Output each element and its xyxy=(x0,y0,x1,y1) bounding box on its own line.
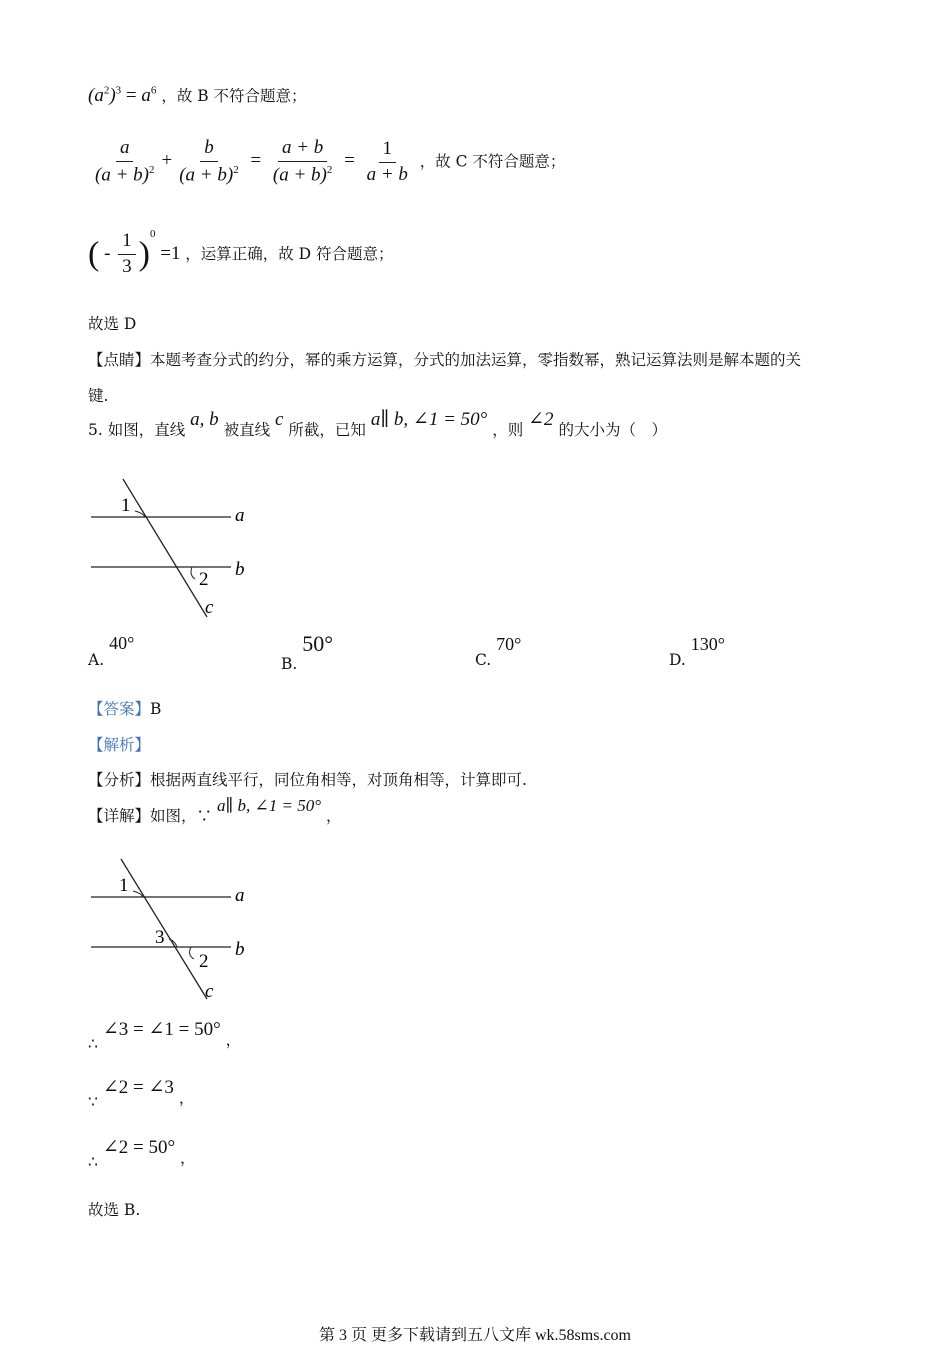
q5-prefix: 5. 如图，直线 xyxy=(88,421,186,439)
dianjing-line1: 【点睛】本题考查分式的约分，幂的乘方运算，分式的加法运算，零指数幂，熟记运算法则是解本题的关 xyxy=(88,351,802,369)
fig1-label-a: a xyxy=(235,505,245,526)
fig2-label-1: 1 xyxy=(119,875,129,896)
fig1-line-c xyxy=(123,479,207,617)
step-1-expr: ∠3 = ∠1 = 50° xyxy=(102,1019,221,1040)
option-a-letter: A. xyxy=(88,651,105,669)
q5-condition: a∥ b, ∠1 = 50° xyxy=(370,409,488,430)
option-d-line xyxy=(88,228,394,278)
step-2 xyxy=(88,1076,195,1111)
xiangjie-prefix: 【详解】如图，∵ xyxy=(88,807,213,825)
option-d xyxy=(669,634,725,669)
fig1-label-2: 2 xyxy=(199,569,209,590)
answer-label: 【答案】 xyxy=(88,700,151,718)
option-d-letter: D. xyxy=(669,651,686,669)
page-footer: 第 3 页 更多下载请到五八文库 wk.58sms.com xyxy=(318,1327,631,1344)
xiangjie-condition: a∥ b, ∠1 = 50° xyxy=(216,796,322,815)
q5-line-c: c xyxy=(275,409,284,430)
option-c-value: 70° xyxy=(496,634,522,654)
q5-mid2: 所截，已知 xyxy=(288,421,366,439)
option-b-formula: $(a^2)^3 = a^6$ xyxy=(88,84,157,106)
xiangjie-line xyxy=(88,796,342,826)
step-2-symbol: ∵ xyxy=(88,1093,98,1111)
fig1-label-b: b xyxy=(235,559,245,580)
step-2-expr: ∠2 = ∠3 xyxy=(102,1077,174,1098)
choose-b: 故选 B. xyxy=(88,1201,141,1219)
choose-d: 故选 D xyxy=(88,315,137,333)
option-d-value: 130° xyxy=(690,634,725,654)
answer-value: B xyxy=(150,700,162,718)
fig1-label-1: 1 xyxy=(121,495,131,516)
step-1 xyxy=(88,1018,242,1053)
q5-lines-ab: a, b xyxy=(190,409,219,430)
step-1-end: ， xyxy=(225,1031,242,1049)
option-b xyxy=(281,631,334,673)
option-d-text: ，运算正确，故 D 符合题意； xyxy=(185,245,394,263)
option-b-text: ，故 B 不符合题意； xyxy=(161,87,307,105)
dianjing-line2: 键. xyxy=(88,387,109,405)
option-a-value: 40° xyxy=(109,633,135,653)
step-3-symbol: ∴ xyxy=(88,1153,98,1171)
step-3-expr: ∠2 = 50° xyxy=(102,1137,176,1158)
question-5 xyxy=(88,409,668,441)
step-1-symbol: ∴ xyxy=(88,1035,98,1053)
fig1-angle-2-arc xyxy=(191,567,195,579)
answer-line xyxy=(88,697,161,719)
option-b-value: 50° xyxy=(302,631,334,656)
option-c-formula: $\frac{a}{(a + b)^2}$ + $\frac{b}{(a + b)^2}$ = $\frac{a + b}{(a + b)^2}$ = $\frac{1}{a + b}$ xyxy=(95,137,408,186)
fig2-label-2: 2 xyxy=(199,951,209,972)
option-a xyxy=(88,633,135,669)
fenxi-line: 【分析】根据两直线平行，同位角相等，对顶角相等，计算即可. xyxy=(88,771,527,789)
jiexi-label: 【解析】 xyxy=(88,736,151,754)
step-2-end: ， xyxy=(178,1089,195,1107)
figure-2 xyxy=(85,855,265,1003)
figure-1 xyxy=(85,475,265,620)
fig2-label-3: 3 xyxy=(155,927,165,948)
xiangjie-suffix: ， xyxy=(326,807,342,825)
fig2-label-b: b xyxy=(235,939,245,960)
option-c-letter: C. xyxy=(475,651,492,669)
fig2-label-a: a xyxy=(235,885,245,906)
fig2-label-c: c xyxy=(205,981,214,1002)
option-b-line xyxy=(88,84,307,107)
option-c-text: ，故 C 不符合题意； xyxy=(419,152,566,171)
option-c-line xyxy=(88,138,565,186)
step-3 xyxy=(88,1136,196,1171)
q5-suffix: 的大小为（ ） xyxy=(558,421,668,439)
fig2-angle-2-arc xyxy=(190,947,194,959)
step-3-end: ， xyxy=(179,1149,196,1167)
q5-mid1: 被直线 xyxy=(223,421,271,439)
option-c xyxy=(475,634,522,669)
q5-angle: ∠2 xyxy=(528,409,554,430)
q5-mid3: ，则 xyxy=(492,421,524,439)
option-d-formula: ( - $\frac{1}{3}$ )$^0$ =1 xyxy=(88,228,186,278)
fig1-label-c: c xyxy=(205,597,214,618)
option-b-letter: B. xyxy=(281,655,298,673)
